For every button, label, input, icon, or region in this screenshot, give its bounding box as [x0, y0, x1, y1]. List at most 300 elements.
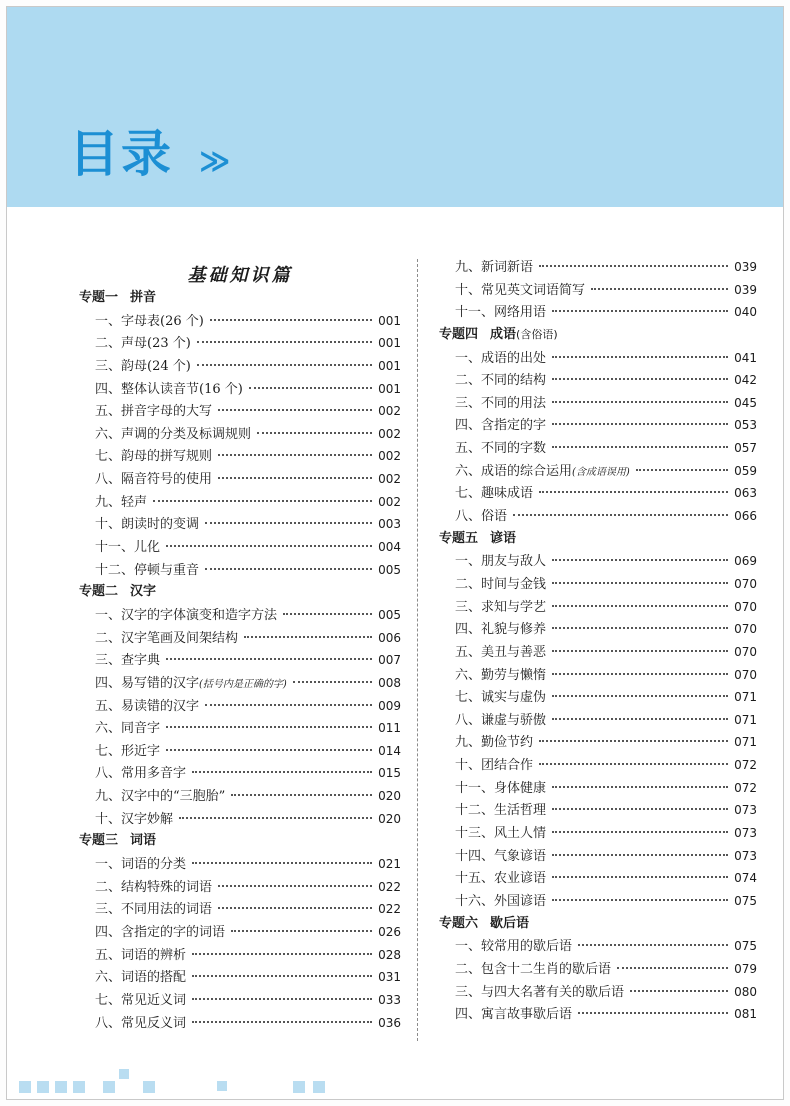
dot-leader [192, 771, 372, 773]
toc-page-number: 031 [378, 970, 401, 985]
dot-leader [552, 899, 728, 901]
dot-leader [552, 718, 728, 720]
toc-entry [79, 355, 401, 378]
dot-leader [539, 491, 728, 493]
toc-entry [79, 853, 401, 876]
toc-entry [79, 717, 401, 740]
toc-entry-label [95, 401, 212, 424]
dot-leader [539, 763, 728, 765]
toc-entry-label [455, 982, 624, 1005]
toc-page-number: 039 [734, 260, 757, 274]
toc-entry-text: 七、常见近义词 [95, 992, 187, 1008]
dot-leader [552, 378, 728, 380]
dot-leader [218, 477, 372, 479]
toc-entry-label [95, 537, 160, 560]
toc-entry-label [455, 483, 533, 506]
decor-square [103, 1081, 115, 1093]
toc-entry [79, 966, 401, 989]
decor-square [73, 1081, 85, 1093]
dot-leader [192, 862, 372, 864]
dot-leader [244, 636, 372, 638]
toc-page-number: 040 [734, 305, 757, 320]
toc-entry-label [455, 891, 546, 914]
toc-entry-text: 十、常见英文词语简写 [455, 282, 586, 298]
dot-leader [205, 522, 372, 524]
toc-entry-text: 二、声母(23 个) [95, 336, 191, 352]
toc-entry-text: 十二、生活哲理 [455, 803, 547, 819]
toc-entry-label [95, 356, 191, 379]
toc-entry-label [455, 687, 546, 710]
toc-entry-label [95, 605, 277, 628]
dot-leader [552, 605, 728, 607]
toc-topic-heading [439, 324, 757, 347]
toc-page-number: 007 [378, 653, 401, 668]
toc-entry [79, 672, 401, 695]
toc-entry-label [95, 922, 225, 945]
toc-entry-label [455, 936, 572, 959]
toc-entry [79, 310, 401, 333]
toc-entry-text: 一、词语的分类 [95, 857, 187, 873]
toc-entry [79, 944, 401, 967]
decor-square [37, 1081, 49, 1093]
toc-page-number: 002 [378, 494, 401, 509]
decor-square [119, 1069, 129, 1079]
toc-entry-text: 四、礼貌与修养 [455, 622, 547, 638]
toc-page-number: 069 [734, 554, 757, 569]
toc-entry-label [455, 370, 546, 393]
toc-page-number: 070 [734, 599, 757, 614]
toc-entry-text: 八、谦虚与骄傲 [455, 712, 547, 728]
dot-leader [552, 559, 728, 561]
toc-entry [79, 400, 401, 423]
toc-entry-text: 一、汉字的字体演变和造字方法 [95, 607, 278, 623]
toc-page-number: 075 [734, 939, 757, 954]
dot-leader [552, 310, 728, 312]
toc-page-number: 066 [734, 509, 757, 524]
dot-leader [293, 681, 372, 683]
topic-number: 专题二 [79, 584, 119, 600]
toc-page-number: 075 [734, 893, 757, 908]
toc-entry-label [95, 718, 160, 741]
toc-entry [79, 785, 401, 808]
toc-entry-text: 十、团结合作 [455, 758, 534, 774]
toc-entry [439, 460, 757, 483]
toc-entry-label [455, 642, 546, 665]
toc-entry-text: 四、寓言故事歇后语 [455, 1007, 573, 1023]
toc-entry [439, 822, 757, 845]
toc-entry-text: 八、俗语 [455, 509, 508, 525]
toc-entry-label [95, 424, 251, 447]
toc-entry-label [455, 257, 533, 280]
dot-leader [218, 409, 372, 411]
toc-entry [79, 378, 401, 401]
toc-entry-text: 一、字母表(26 个) [95, 313, 204, 329]
toc-entry-label [95, 786, 225, 809]
toc-entry-text: 六、成语的综合运用 [455, 463, 573, 479]
toc-page-number: 026 [378, 924, 401, 939]
toc-entry-text: 十六、外国谚语 [455, 893, 547, 909]
dot-leader [591, 288, 728, 290]
toc-page-number: 073 [734, 803, 757, 818]
toc-entry [439, 867, 757, 890]
toc-topic-heading [79, 830, 401, 853]
toc-page-number: 003 [378, 517, 401, 532]
toc-entry-text: 十四、气象谚语 [455, 848, 547, 864]
dot-leader [552, 423, 728, 425]
toc-entry-label [455, 778, 546, 801]
toc-entry [439, 664, 757, 687]
toc-entry-text: 七、诚实与虚伪 [455, 690, 547, 706]
double-chevron-icon: ≫ [199, 144, 231, 179]
toc-page-number: 074 [734, 871, 757, 886]
toc-entry [439, 958, 757, 981]
toc-entry-label [455, 755, 533, 778]
toc-page-number: 006 [378, 630, 401, 645]
dot-leader [283, 613, 372, 615]
dot-leader [617, 967, 728, 969]
dot-leader [257, 432, 372, 434]
toc-entry [79, 1012, 401, 1035]
toc-entry [79, 762, 401, 785]
toc-entry-text: 十、朗读时的变调 [95, 517, 200, 533]
toc-entry [79, 876, 401, 899]
toc-entry-text: 六、声调的分类及标调规则 [95, 426, 252, 442]
toc-entry-label [455, 868, 546, 891]
decor-square [217, 1081, 227, 1091]
toc-entry-text: 四、整体认读音节(16 个) [95, 381, 243, 397]
toc-page-number: 081 [734, 1007, 757, 1022]
toc-entry [79, 536, 401, 559]
toc-page-number: 073 [734, 826, 757, 841]
toc-entry-text: 八、常见反义词 [95, 1015, 187, 1031]
toc-entry-label [95, 899, 212, 922]
toc-entry-text: 十一、儿化 [95, 540, 161, 556]
toc-entry-note: (括号内是正确的字) [199, 678, 287, 690]
dot-leader [197, 341, 372, 343]
dot-leader [166, 749, 372, 751]
toc-entry [439, 709, 757, 732]
toc-entry [439, 437, 757, 460]
header-banner [7, 7, 783, 207]
toc-entry [439, 256, 757, 279]
toc-entry-label [455, 393, 546, 416]
dot-leader [192, 975, 372, 977]
toc-page-number: 014 [378, 743, 401, 758]
toc-page-number: 063 [734, 486, 757, 501]
toc-entry [79, 559, 401, 582]
toc-page-number: 039 [734, 282, 757, 297]
toc-entry-label [95, 379, 243, 402]
toc-entry [439, 414, 757, 437]
toc-entry [79, 627, 401, 650]
dot-leader [153, 500, 372, 502]
toc-entry-text: 十三、风土人情 [455, 826, 547, 842]
dot-leader [552, 808, 728, 810]
toc-page-number: 015 [378, 766, 401, 781]
toc-entry-text: 五、词语的辨析 [95, 947, 187, 963]
topic-note: (含俗语) [516, 327, 558, 341]
toc-entry [439, 618, 757, 641]
toc-entry [79, 740, 401, 763]
toc-entry [439, 482, 757, 505]
toc-entry [439, 754, 757, 777]
toc-page-number: 011 [378, 721, 401, 736]
topic-name: 歇后语 [490, 915, 530, 931]
toc-entry-label [95, 990, 186, 1013]
toc-page-number: 002 [378, 472, 401, 487]
toc-entry-text: 三、查字典 [95, 653, 161, 669]
toc-entry-text: 八、隔音符号的使用 [95, 472, 213, 488]
dot-leader [249, 387, 372, 389]
dot-leader [166, 545, 372, 547]
toc-page-number: 057 [734, 441, 757, 456]
toc-entry-label [95, 628, 238, 651]
topic-number: 专题三 [79, 833, 119, 849]
toc-page-number: 045 [734, 395, 757, 410]
toc-page-number: 001 [378, 358, 401, 373]
toc-entry [79, 921, 401, 944]
toc-entry-label [95, 333, 191, 356]
toc-entry-text: 八、常用多音字 [95, 766, 187, 782]
toc-page-number: 042 [734, 373, 757, 388]
dot-leader [179, 817, 372, 819]
toc-entry-text: 九、汉字中的“三胞胎” [95, 789, 226, 805]
dot-leader [552, 627, 728, 629]
toc-entry [439, 935, 757, 958]
toc-entry [439, 505, 757, 528]
toc-entry-label [455, 846, 546, 869]
dot-leader [231, 794, 372, 796]
toc-page-number: 072 [734, 780, 757, 795]
footer-decoration [7, 1059, 783, 1099]
toc-entry-text: 十五、农业谚语 [455, 871, 547, 887]
toc-entry [79, 898, 401, 921]
dot-leader [552, 650, 728, 652]
toc-entry-label [95, 741, 160, 764]
topic-number: 专题六 [439, 915, 479, 931]
toc-entry [439, 845, 757, 868]
dot-leader [539, 265, 728, 267]
toc-entry-label [455, 823, 546, 846]
toc-entry [79, 695, 401, 718]
toc-entry [439, 550, 757, 573]
toc-page-number: 033 [378, 992, 401, 1007]
toc-entry [79, 423, 401, 446]
dot-leader [513, 514, 728, 516]
toc-entry-label [455, 461, 630, 485]
toc-topic-heading [439, 528, 757, 551]
toc-entry [439, 981, 757, 1004]
toc-entry-label [95, 492, 147, 515]
toc-entry-text: 二、包含十二生肖的歇后语 [455, 961, 612, 977]
toc-page-number: 070 [734, 667, 757, 682]
toc-entry-text: 五、易读错的汉字 [95, 698, 200, 714]
toc-entry-label [455, 732, 533, 755]
dot-leader [192, 998, 372, 1000]
toc-entry-text: 五、拼音字母的大写 [95, 404, 213, 420]
dot-leader [192, 1021, 372, 1023]
toc-entry-label [95, 877, 212, 900]
toc-entry [439, 641, 757, 664]
toc-page-number: 022 [378, 902, 401, 917]
toc-entry-label [455, 506, 507, 529]
toc-page-number: 070 [734, 576, 757, 591]
toc-page-number: 008 [378, 675, 401, 690]
toc-entry-text: 十二、停顿与重音 [95, 562, 200, 578]
toc-page-number: 005 [378, 607, 401, 622]
toc-entry [79, 445, 401, 468]
toc-entry-label [95, 696, 199, 719]
dot-leader [636, 469, 728, 471]
toc-topic-heading [79, 287, 401, 310]
toc-entry [439, 731, 757, 754]
dot-leader [166, 658, 372, 660]
toc-entry-label [455, 959, 611, 982]
toc-page-number: 002 [378, 404, 401, 419]
toc-entry-label [455, 551, 546, 574]
toc-entry [439, 596, 757, 619]
section-title: 基础知识篇 [187, 265, 293, 286]
dot-leader [552, 446, 728, 448]
toc-entry [79, 649, 401, 672]
toc-entry-text: 九、新词新语 [455, 260, 534, 275]
toc-page-number: 020 [378, 811, 401, 826]
toc-entry-label [95, 650, 160, 673]
toc-entry [79, 513, 401, 536]
toc-right-list [439, 256, 757, 1026]
toc-page-number: 072 [734, 758, 757, 773]
decor-square [19, 1081, 31, 1093]
toc-entry-label [95, 446, 212, 469]
toc-entry-text: 七、趣味成语 [455, 486, 534, 502]
toc-page-number: 009 [378, 698, 401, 713]
toc-entry-text: 三、求知与学艺 [455, 599, 547, 615]
dot-leader [205, 704, 372, 706]
dot-leader [210, 319, 372, 321]
toc-entry-text: 六、词语的搭配 [95, 970, 187, 986]
toc-entry-label [455, 438, 546, 461]
toc-entry-text: 二、不同的结构 [455, 373, 547, 389]
dot-leader [552, 695, 728, 697]
toc-entry-label [95, 854, 186, 877]
toc-entry-label [95, 514, 199, 537]
toc-entry [79, 989, 401, 1012]
toc-page-number: 070 [734, 622, 757, 637]
toc-entry-text: 七、韵母的拼写规则 [95, 449, 213, 465]
toc-entry-text: 三、与四大名著有关的歇后语 [455, 984, 625, 1000]
toc-entry [79, 604, 401, 627]
toc-page-number: 079 [734, 961, 757, 976]
toc-entry [439, 890, 757, 913]
toc-entry-label [455, 574, 546, 597]
toc-entry-text: 一、成语的出处 [455, 350, 547, 366]
toc-page-number: 028 [378, 947, 401, 962]
toc-entry-text: 一、朋友与敌人 [455, 554, 547, 570]
toc-page-number: 001 [378, 336, 401, 351]
toc-entry [79, 808, 401, 831]
toc-entry-text: 六、同音字 [95, 721, 161, 737]
toc-entry [439, 347, 757, 370]
dot-leader [578, 1012, 728, 1014]
toc-page-number: 022 [378, 879, 401, 894]
dot-leader [552, 854, 728, 856]
toc-entry-text: 六、勤劳与懒惰 [455, 667, 547, 683]
toc-page-number: 021 [378, 857, 401, 872]
dot-leader [552, 582, 728, 584]
toc-entry-label [455, 665, 546, 688]
toc-entry-label [95, 311, 204, 334]
dot-leader [630, 990, 728, 992]
toc-entry-label [95, 967, 186, 990]
toc-entry [439, 573, 757, 596]
toc-entry-text: 四、易写错的汉字 [95, 675, 200, 691]
toc-entry [79, 332, 401, 355]
toc-page-number: 005 [378, 562, 401, 577]
toc-page-number: 020 [378, 789, 401, 804]
dot-leader [552, 673, 728, 675]
toc-entry-text: 四、含指定的字 [455, 418, 547, 434]
toc-entry [439, 369, 757, 392]
toc-entry-note: (含成语误用) [572, 466, 630, 478]
toc-entry-text: 三、韵母(24 个) [95, 358, 191, 374]
toc-page-number: 036 [378, 1015, 401, 1030]
toc-entry [439, 777, 757, 800]
toc-page-number: 059 [734, 463, 757, 478]
page-title: 目录 [69, 125, 173, 183]
dot-leader [218, 454, 372, 456]
toc-entry-label [455, 348, 546, 371]
toc-entry-text: 四、含指定的字的词语 [95, 924, 226, 940]
topic-name: 谚语 [490, 530, 517, 546]
decor-square [313, 1081, 325, 1093]
toc-entry-label [455, 280, 585, 303]
dot-leader [231, 930, 372, 932]
toc-page-number: 002 [378, 449, 401, 464]
toc-entry-label [455, 1004, 572, 1027]
page [6, 6, 784, 1100]
toc-entry [439, 279, 757, 302]
decor-square [55, 1081, 67, 1093]
toc-entry-label [95, 945, 186, 968]
toc-entry [439, 392, 757, 415]
toc-entry-label [95, 560, 199, 583]
dot-leader [218, 907, 372, 909]
toc-page-number: 041 [734, 350, 757, 365]
toc-page-number: 073 [734, 848, 757, 863]
dot-leader [166, 726, 372, 728]
toc-entry [439, 799, 757, 822]
toc-entry-text: 二、时间与金钱 [455, 576, 547, 592]
toc-page-number: 053 [734, 418, 757, 433]
toc-entry-text: 三、不同的用法 [455, 395, 547, 411]
toc-entry-label [95, 469, 212, 492]
toc-entry-label [95, 1013, 186, 1036]
toc-page-number: 080 [734, 984, 757, 999]
toc-entry-text: 三、不同用法的词语 [95, 902, 213, 918]
toc-entry-label [455, 710, 546, 733]
toc-page-number: 070 [734, 644, 757, 659]
toc-entry [79, 491, 401, 514]
toc-entry-label [455, 302, 546, 325]
toc-page-number: 071 [734, 735, 757, 750]
dot-leader [552, 401, 728, 403]
toc-page-number: 001 [378, 313, 401, 328]
toc-entry-text: 十、汉字妙解 [95, 811, 174, 827]
decor-square [143, 1081, 155, 1093]
toc-entry-text: 七、形近字 [95, 743, 161, 759]
toc-entry [439, 1003, 757, 1026]
dot-leader [578, 944, 728, 946]
